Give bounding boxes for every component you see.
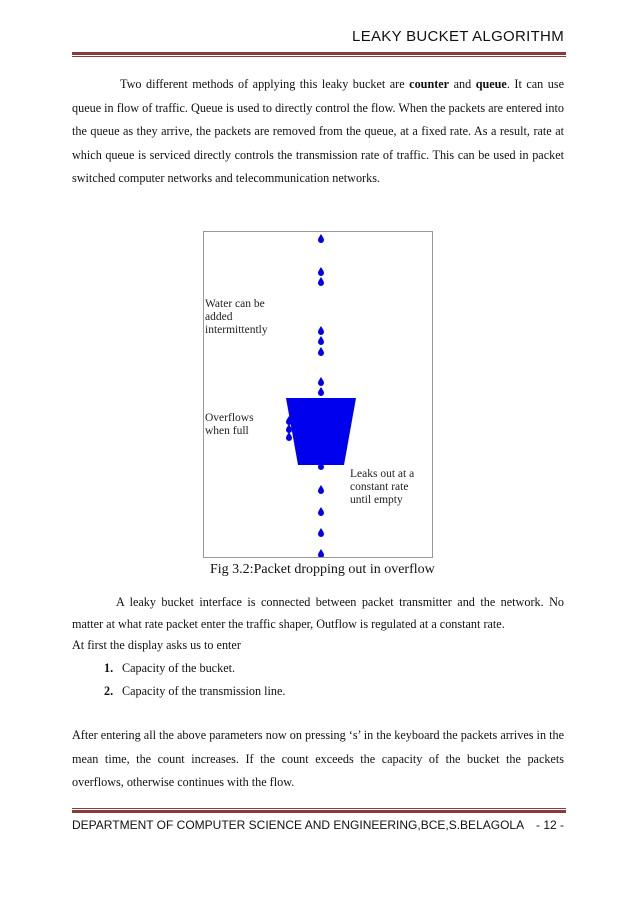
drop-icon: [318, 485, 324, 494]
drop-icon: [318, 528, 324, 537]
body-paragraph-3: After entering all the above parameters now on pressing ‘s’ in the keyboard the packets arrives in the mean time, the count increases. If the count exceeds the capacity of the bucket the packets overflows, otherwise continues with the flow.: [72, 728, 564, 789]
intro-bold-counter: counter: [409, 77, 450, 91]
label-overflows: Overflows when full: [205, 412, 254, 437]
parameter-list: [104, 657, 285, 703]
drop-icon: [318, 336, 324, 345]
leaky-bucket-figure: [203, 231, 433, 558]
drop-icon: [318, 234, 324, 243]
label-leaks-out: Leaks out at a constant rate until empty: [350, 468, 415, 506]
list-number: 1.: [104, 661, 114, 675]
leaking-drops: [318, 461, 324, 557]
drop-icon: [318, 277, 324, 286]
label-water-added: Water can be added intermittently: [205, 298, 268, 336]
overflow-drops: [286, 416, 292, 441]
intro-bold-queue: queue: [475, 77, 507, 91]
drop-icon: [318, 326, 324, 335]
body-paragraph-2: [72, 592, 564, 657]
intro-text-1: Two different methods of applying this leaky bucket are: [120, 77, 410, 91]
falling-drops: [318, 234, 324, 396]
intro-text-2: and: [449, 77, 476, 91]
list-text: Capacity of the bucket.: [122, 661, 236, 675]
footer-rule-thin: [72, 808, 566, 809]
drop-icon: [318, 347, 324, 356]
paragraph-2b-text: At first the display asks us to enter: [72, 638, 241, 652]
footer-rule: [72, 810, 566, 813]
list-item: [104, 680, 285, 703]
footer-department: DEPARTMENT OF COMPUTER SCIENCE AND ENGINEERING,BCE,S.BELAGOLA: [72, 818, 525, 832]
page-number: - 12 -: [535, 818, 564, 832]
drop-icon: [286, 432, 292, 441]
page-header-title: LEAKY BUCKET ALGORITHM: [352, 28, 564, 45]
bucket-shape: [286, 398, 356, 465]
header-rule-thin: [72, 56, 566, 57]
drop-icon: [318, 549, 324, 557]
drop-icon: [318, 507, 324, 516]
paragraph-2-text: A leaky bucket interface is connected between packet transmitter and the network. No matter at what rate packet enter the traffic shaper, Outflow is regulated at a constant rate.: [72, 595, 564, 631]
list-number: 2.: [104, 684, 114, 698]
intro-paragraph: [72, 73, 564, 191]
list-text: Capacity of the transmission line.: [122, 684, 286, 698]
intro-text-3: . It can use queue in flow of traffic. Queue is used to directly control the flow. When the packets are entered into the queue as they arrive, the packets are removed from the queue, at a fixed rate. As a result, rate at which queue is serviced directly controls the transmission rate of traffic. This can be used in packet switched computer networks and telecommunication networks.: [72, 77, 564, 185]
drop-icon: [318, 377, 324, 386]
header-rule: [72, 52, 566, 55]
leaky-bucket-diagram: [204, 232, 432, 557]
drop-icon: [318, 267, 324, 276]
drop-icon: [318, 387, 324, 396]
figure-caption: Fig 3.2:Packet dropping out in overflow: [210, 562, 435, 577]
list-item: [104, 657, 285, 680]
